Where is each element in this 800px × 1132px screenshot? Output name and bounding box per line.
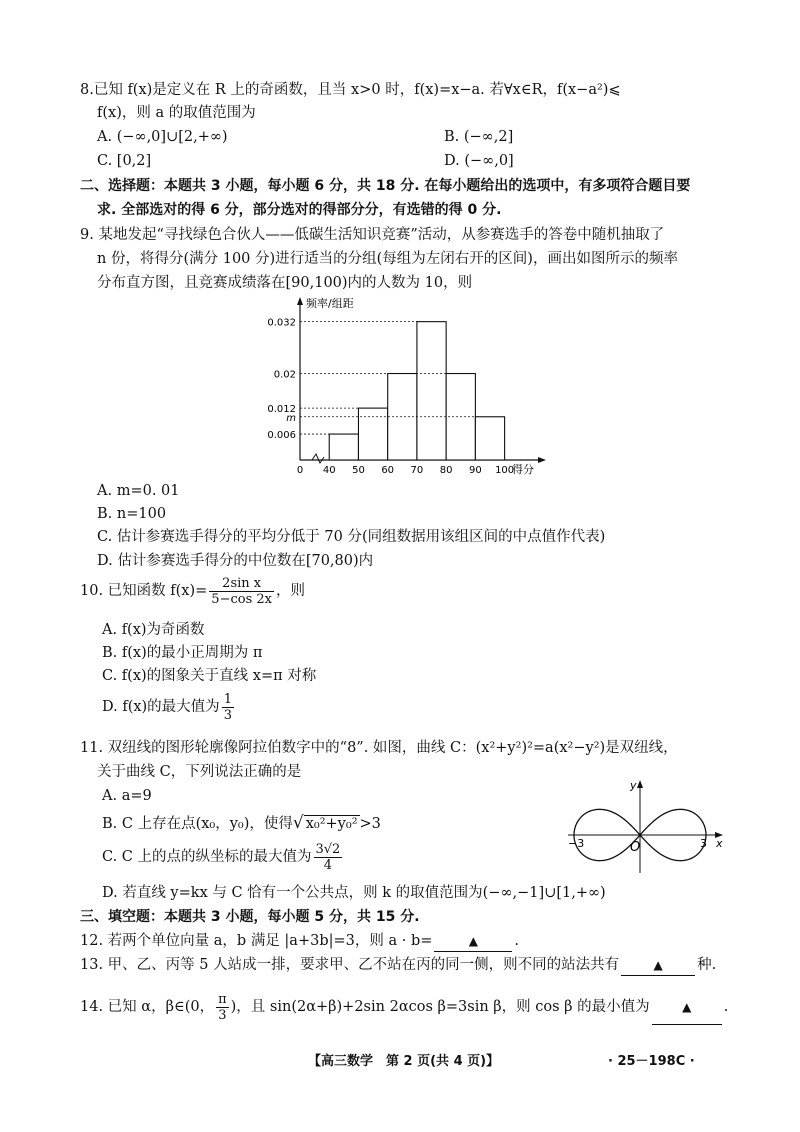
q9-line3: 分布直方图，且竞赛成绩落在[90,100)内的人数为 10，则 xyxy=(97,275,473,291)
x-tick-label: 60 xyxy=(381,465,395,476)
y-tick-label: 0.032 xyxy=(267,317,296,329)
q14-interval-denominator: 3 xyxy=(218,1007,227,1023)
histogram-bar-50-60 xyxy=(358,408,387,460)
histogram-bar-90-100 xyxy=(475,417,504,460)
y-axis-label: 频率/组距 xyxy=(306,297,354,310)
q14-lead: 14. 已知 α，β∈ xyxy=(80,999,185,1015)
y-axis-arrow xyxy=(297,297,303,305)
answer-blank-marker: ▲ xyxy=(653,958,663,972)
y-tick-label: 0.006 xyxy=(267,430,296,442)
q11-line2: 关于曲线 C，下列说法正确的是 xyxy=(97,764,302,780)
x-tick-label: 70 xyxy=(410,465,424,476)
q9-option-a: A. m=0. 01 xyxy=(97,483,180,499)
q13-line xyxy=(80,955,716,976)
q13-text: 13. 甲、乙、丙等 5 人站成一排，要求甲、乙不站在丙的同一侧，则不同的站法共有 xyxy=(80,957,620,973)
y-tick-label: 0.02 xyxy=(273,369,296,381)
q14-end: . xyxy=(723,999,729,1015)
section2-heading-line2: 求. 全部选对的得 6 分，部分选对的得部分分，有选错的得 0 分. xyxy=(97,202,502,218)
histogram-bar-70-80 xyxy=(417,322,446,460)
q10-fraction xyxy=(209,576,274,607)
frequency-histogram xyxy=(258,295,548,480)
q10-option-d-lead: D. f(x)的最大值为 xyxy=(102,699,220,715)
q8-option-a: A. (−∞,0]∪[2,+∞) xyxy=(97,129,228,145)
q14-line xyxy=(80,990,728,1025)
q14-interval-left: (0， xyxy=(184,999,215,1015)
q12-answer-blank[interactable] xyxy=(434,931,512,952)
q14-answer-blank[interactable] xyxy=(652,990,722,1025)
q8-option-d: D. (−∞,0] xyxy=(444,153,514,169)
q10-stem xyxy=(80,574,305,608)
q8-line2: f(x)，则 a 的取值范围为 xyxy=(97,105,256,121)
answer-blank-marker: ▲ xyxy=(682,1000,692,1014)
axis-break xyxy=(312,454,324,463)
x-tick-label: 90 xyxy=(469,465,482,476)
q9-line2: n 份，将得分(满分 100 分)进行适当的分组(每组为左闭右开的区间)，画出如图所示的频率 xyxy=(97,251,678,267)
q9-line1: 9. 某地发起“寻找绿色合伙人——低碳生活知识竞赛”活动，从参赛选手的答卷中随机抽取了 xyxy=(80,227,665,243)
footer-page-info: 【高三数学 第 2 页(共 4 页)】 xyxy=(308,1054,500,1069)
histogram-bar-40-50 xyxy=(329,434,358,460)
q10-option-d xyxy=(102,690,236,724)
q11-option-b-lead: B. C 上存在点(x₀，y₀)，使得 xyxy=(102,816,293,832)
q12-line xyxy=(80,931,519,952)
q11-option-b-tail: >3 xyxy=(359,816,381,832)
q10-lead: 10. 已知函数 f(x)= xyxy=(80,583,208,599)
x-axis-label: 得分 xyxy=(512,463,534,476)
q14-interval-right: ) xyxy=(230,999,237,1015)
q11-option-c-numerator: 3√2 xyxy=(315,841,341,857)
q10-option-d-fraction xyxy=(222,692,234,723)
q11-option-c-lead: C. C 上的点的纵坐标的最大值为 xyxy=(102,849,312,865)
q9-option-d: D. 估计参赛选手得分的中位数在[70,80)内 xyxy=(97,553,374,569)
q10-numerator: 2sin x xyxy=(209,576,274,592)
lemniscate-x-label: x xyxy=(716,837,723,850)
q14-interval-numerator: π xyxy=(218,991,227,1007)
q9-option-b: B. n=100 xyxy=(97,506,167,522)
q11-option-b-radicand: x₀²+y₀² xyxy=(305,816,358,832)
q10-option-a: A. f(x)为奇函数 xyxy=(102,622,205,638)
lemniscate-left-label: −3 xyxy=(568,837,585,850)
q11-line1: 11. 双纽线的图形轮廓像阿拉伯数字中的“8”. 如图，曲线 C：(x²+y²)²=a(x²−y²)是双纽线， xyxy=(80,740,678,756)
q14-interval-fraction xyxy=(216,992,229,1023)
answer-blank-marker: ▲ xyxy=(468,934,478,948)
q10-option-d-numerator: 1 xyxy=(223,691,232,707)
q14-tail: ，且 sin(2α+β)+2sin 2αcos β=3sin β，则 cos β 的最小值为 xyxy=(236,999,650,1015)
q10-tail: ，则 xyxy=(275,583,305,599)
lemniscate-y-label: y xyxy=(630,779,637,792)
q11-option-c-fraction xyxy=(314,842,343,873)
x-tick-label: 40 xyxy=(322,465,336,476)
q11-option-c xyxy=(102,840,344,874)
q10-option-b: B. f(x)的最小正周期为 π xyxy=(102,645,263,661)
y-tick-label: m xyxy=(286,412,296,424)
section2-heading-line1: 二、选择题：本题共 3 小题，每小题 6 分，共 18 分. 在每小题给出的选项中，有多项符合题目要 xyxy=(80,178,691,194)
q9-option-c: C. 估计参赛选手得分的平均分低于 70 分(同组数据用该组区间的中点值作代表) xyxy=(97,529,606,545)
x-tick-label: 0 xyxy=(296,465,304,476)
q11-option-d: D. 若直线 y=kx 与 C 恰有一个公共点，则 k 的取值范围为(−∞,−1]∪[1,+∞) xyxy=(102,885,606,901)
x-tick-label: 100 xyxy=(495,465,515,476)
q11-option-a: A. a=9 xyxy=(102,788,152,804)
lemniscate-y-arrow xyxy=(637,780,643,788)
q11-option-b xyxy=(102,810,381,837)
q8-option-b: B. (−∞,2] xyxy=(444,129,514,145)
q10-denominator: 5−cos 2x xyxy=(211,591,272,607)
q12-text: 12. 若两个单位向量 a，b 满足 |a+3b|=3，则 a · b= xyxy=(80,933,433,949)
q10-option-c: C. f(x)的图象关于直线 x=π 对称 xyxy=(102,668,317,684)
q13-answer-blank[interactable] xyxy=(621,955,695,976)
lemniscate-figure xyxy=(566,775,726,875)
q8-line1: 8.已知 f(x)是定义在 R 上的奇函数，且当 x>0 时，f(x)=x−a. 若∀x∈R，f(x−a²)⩽ xyxy=(80,82,621,98)
footer-code: · 25－198C · xyxy=(608,1054,695,1069)
lemniscate-origin-label: O xyxy=(630,840,641,855)
q10-option-d-denominator: 3 xyxy=(223,707,232,723)
x-tick-label: 50 xyxy=(352,465,365,476)
q11-option-c-denominator: 4 xyxy=(323,857,333,873)
q8-option-c: C. [0,2] xyxy=(97,153,152,169)
q13-end: 种. xyxy=(697,957,717,973)
lemniscate-right-label: 3 xyxy=(700,837,707,850)
q12-end: . xyxy=(514,933,519,949)
y-tick-label: 0.012 xyxy=(267,404,296,416)
sqrt-sign: √ xyxy=(292,813,304,833)
section3-heading: 三、填空题：本题共 3 小题，每小题 5 分，共 15 分. xyxy=(80,909,420,925)
x-axis-arrow xyxy=(538,457,546,463)
x-tick-label: 80 xyxy=(439,465,453,476)
